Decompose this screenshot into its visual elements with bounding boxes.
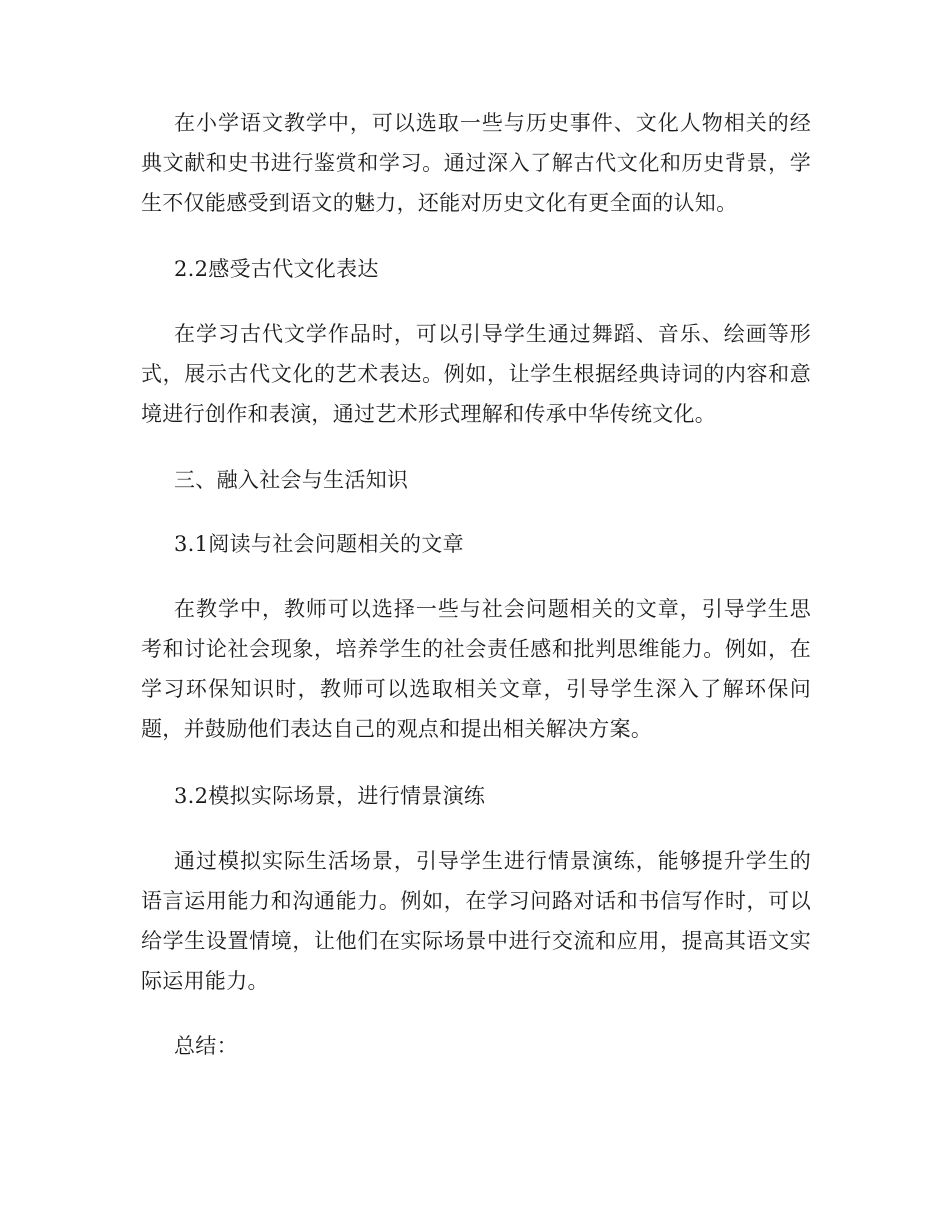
section-heading-3-1: 3.1阅读与社会问题相关的文章 bbox=[174, 532, 464, 556]
section-heading-3-2: 3.2模拟实际场景，进行情景演练 bbox=[174, 784, 486, 808]
paragraph-ancient-culture-expression: 在学习古代文学作品时，可以引导学生通过舞蹈、音乐、绘画等形式，展示古代文化的艺术表达。例如，让学生根据经典诗词的内容和意境进行创作和表演，通过艺术形式理解和传承中华传统文化。 bbox=[141, 322, 811, 426]
document-body bbox=[141, 103, 811, 1066]
paragraph-scenario-practice: 通过模拟实际生活场景，引导学生进行情景演练，能够提升学生的语言运用能力和沟通能力。例如，在学习问路对话和书信写作时，可以给学生设置情境，让他们在实际场景中进行交流和应用，提高其语文实际运用能力。 bbox=[141, 849, 811, 993]
paragraph-social-issues: 在教学中，教师可以选择一些与社会问题相关的文章，引导学生思考和讨论社会现象，培养学生的社会责任感和批判思维能力。例如，在学习环保知识时，教师可以选取相关文章，引导学生深入了解环保问题，并鼓励他们表达自己的观点和提出相关解决方案。 bbox=[141, 597, 811, 741]
paragraph-classic-texts: 在小学语文教学中，可以选取一些与历史事件、文化人物相关的经典文献和史书进行鉴赏和学习。通过深入了解古代文化和历史背景，学生不仅能感受到语文的魅力，还能对历史文化有更全面的认知。 bbox=[141, 111, 811, 215]
section-heading-3: 三、融入社会与生活知识 bbox=[174, 468, 409, 492]
summary-label: 总结： bbox=[174, 1034, 238, 1058]
section-heading-2-2: 2.2感受古代文化表达 bbox=[174, 257, 379, 281]
